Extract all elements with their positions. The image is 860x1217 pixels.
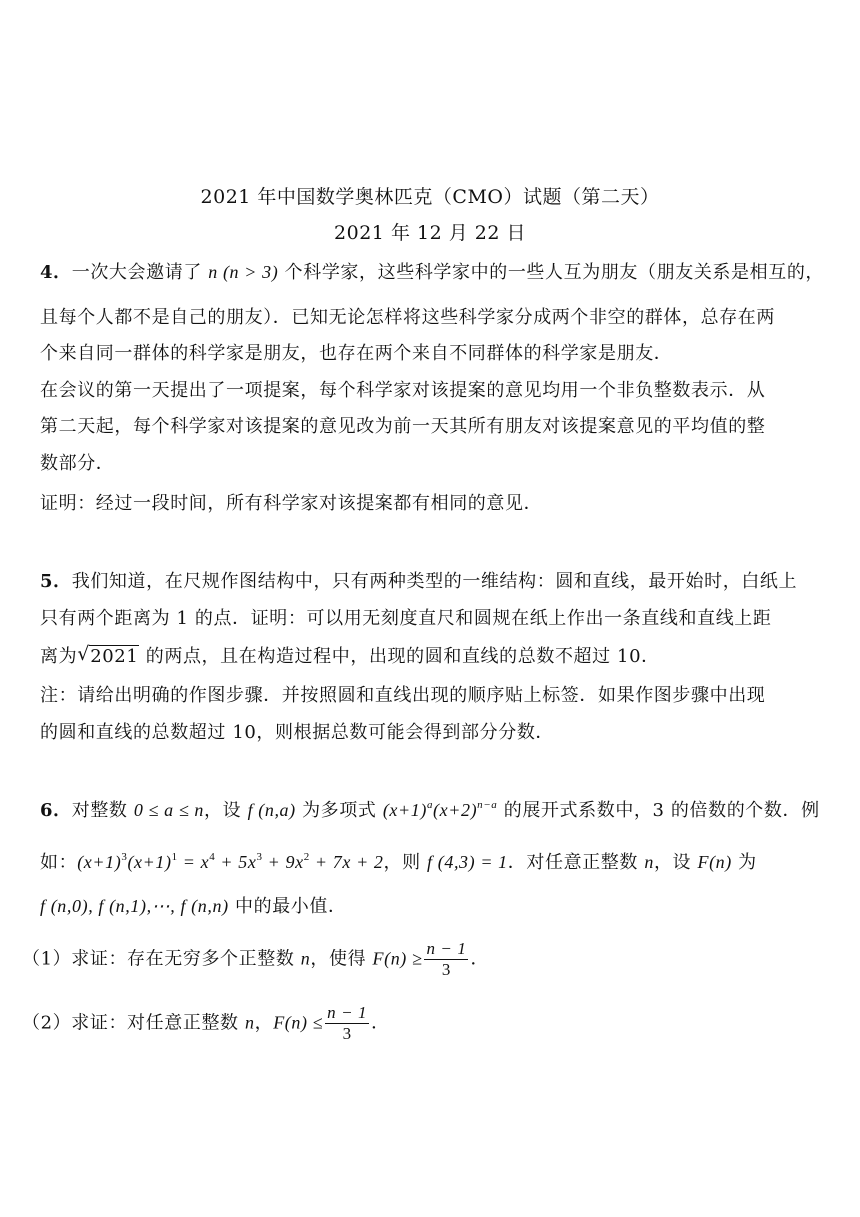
problem-4-line-4: 在会议的第一天提出了一项提案，每个科学家对该提案的意见均用一个非负整数表示．从 — [40, 380, 766, 401]
problem-6-part-2: （2）求证：对任意正整数 n，F(n) ≤ $\frac{n - 1}{3}$ ． — [22, 1003, 390, 1043]
problem-4-line-2: 且每个人都不是自己的朋友）．已知无论怎样将这些科学家分成两个非空的群体，总存在两 — [40, 307, 775, 328]
problem-4-line-1: 4．一次大会邀请了 n (n > 3) 个科学家，这些科学家中的一些人互为朋友（朋友关系是相互的， — [40, 262, 825, 283]
fraction: $\frac{n - 1}{3}$ — [426, 939, 467, 979]
problem-5-line-1: 5．我们知道，在尺规作图结构中，只有两种类型的一维结构：圆和直线，最开始时，白纸上 — [40, 571, 798, 592]
problem-5-line-2: 只有两个距离为 1 的点．证明：可以用无刻度直尺和圆规在纸上作出一条直线和直线上距 — [40, 608, 772, 629]
sqrt-expression: √ 2021 — [77, 646, 139, 667]
problem-6-part-1: （1）求证：存在无穷多个正整数 n，使得 F(n) ≥ $\frac{n - 1}{3}$ ． — [22, 939, 490, 979]
problem-5-note-line-2: 的圆和直线的总数超过 10，则根据总数可能会得到部分分数． — [40, 722, 555, 743]
problem-5-note-line-1: 注：请给出明确的作图步骤．并按照圆和直线出现的顺序贴上标签．如果作图步骤中出现 — [40, 685, 766, 706]
exam-date: 2021 年 12 月 22 日 — [334, 222, 526, 244]
problem-6-number: 6． — [40, 800, 72, 821]
problem-6-line-3: f (n,0), f (n,1),⋯, f (n,n) 中的最小值． — [40, 896, 347, 917]
problem-4-line-5: 第二天起，每个科学家对该提案的意见改为前一天其所有朋友对该提案意见的平均值的整 — [40, 416, 766, 437]
problem-5-line-3: 离为√ 2021 的两点，且在构造过程中，出现的圆和直线的总数不超过 10． — [40, 642, 660, 668]
problem-4-line-6: 数部分． — [40, 453, 115, 474]
exam-title: 2021 年中国数学奥林匹克（CMO）试题（第二天） — [200, 186, 660, 208]
problem-6-line-1: 6．对整数 0 ≤ a ≤ n，设 f (n,a) 为多项式 $(x+1)^a(x+2)^{n-a}$ 的展开式系数中，3 的倍数的个数．例 — [40, 799, 820, 821]
fraction: $\frac{n - 1}{3}$ — [327, 1003, 368, 1043]
problem-4-line-3: 个来自同一群体的科学家是朋友，也存在两个来自不同群体的科学家是朋友． — [40, 343, 673, 364]
problem-6-line-2: 如：$(x+1)^3(x+1)^1 = x^4 + 5x^3 + 9x^2 + 7x + 2$，则 f (4,3) = 1．对任意正整数 n，设 F(n) 为 — [40, 851, 757, 873]
problem-5-number: 5． — [40, 571, 72, 592]
problem-4-line-7: 证明：经过一段时间，所有科学家对该提案都有相同的意见． — [40, 493, 543, 514]
problem-4-number: 4． — [40, 262, 72, 283]
